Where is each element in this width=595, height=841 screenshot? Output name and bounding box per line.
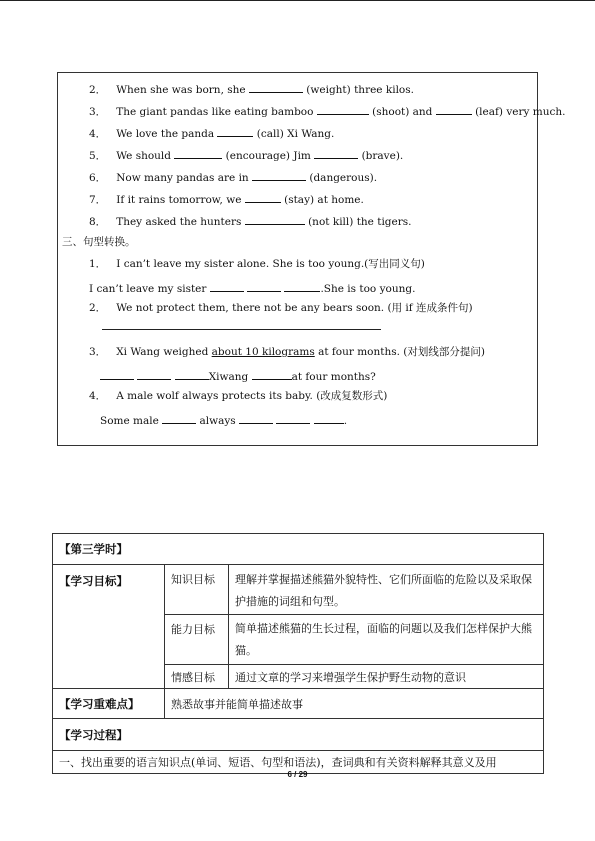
answer-line[interactable] (102, 329, 381, 330)
section-title: 三、句型转换。 (62, 236, 136, 248)
item-text: . (343, 415, 348, 427)
table-row (53, 719, 544, 751)
item-number: 7． (89, 194, 107, 206)
answer-blank[interactable] (174, 147, 222, 159)
goal-type: 能力目标 (165, 615, 229, 665)
goal-type: 情感目标 (165, 665, 229, 689)
item-number: 1． (89, 258, 107, 270)
exercise-box (57, 72, 566, 446)
page-number: 6 / 29 (287, 770, 308, 779)
item-text: (encourage) Jim (222, 150, 315, 162)
item-number: 3． (89, 346, 107, 358)
item-text: at four months? (291, 371, 376, 383)
item-number: 6． (89, 172, 107, 184)
lesson-plan-table (52, 533, 544, 774)
answer-blank[interactable] (100, 368, 134, 380)
fill-item-5 (89, 147, 403, 162)
question-2 (89, 302, 473, 314)
table-row (53, 534, 544, 565)
page-top-rule (0, 0, 595, 1)
item-text: (weight) three kilos. (302, 84, 414, 96)
item-text: We should (116, 150, 175, 162)
item-text: Now many pandas are in (116, 172, 253, 184)
item-number: 8． (89, 216, 107, 228)
item-text: (dangerous). (306, 172, 378, 184)
answer-blank[interactable] (247, 280, 281, 292)
answer-blank[interactable] (436, 103, 472, 115)
question-4 (89, 390, 387, 402)
item-text: (stay) at home. (280, 194, 364, 206)
fill-item-6 (89, 169, 377, 184)
item-text: (call) Xi Wang. (253, 128, 335, 140)
answer-blank[interactable] (249, 81, 303, 93)
goal-text: 简单描述熊猫的生长过程，面临的问题以及我们怎样保护大熊猫。 (229, 615, 544, 665)
item-text: The giant pandas like eating bamboo (116, 106, 317, 118)
answer-blank[interactable] (314, 147, 358, 159)
answer-blank[interactable] (239, 412, 273, 424)
answer-blank[interactable] (252, 368, 292, 380)
fill-item-8 (89, 213, 412, 228)
item-number: 4． (89, 390, 107, 402)
goals-label: 【学习目标】 (53, 565, 165, 689)
answer-blank[interactable] (137, 368, 171, 380)
table-row (53, 689, 544, 719)
item-number: 3． (89, 106, 107, 118)
answer-blank[interactable] (317, 103, 369, 115)
item-text: always (196, 415, 240, 427)
item-text: at four months. (对划线部分提问) (314, 346, 485, 358)
fill-item-2 (89, 81, 414, 96)
question-3 (89, 346, 485, 358)
question-4-answer-line (100, 412, 347, 427)
answer-blank[interactable] (210, 280, 244, 292)
item-text: I can’t leave my sister alone. She is too young.(写出同义句) (116, 258, 425, 270)
answer-blank[interactable] (276, 412, 310, 424)
underlined-phrase: about 10 kilograms (211, 346, 315, 358)
answer-blank[interactable] (252, 169, 306, 181)
item-text: Xiwang (208, 371, 252, 383)
fill-item-7 (89, 191, 364, 206)
item-text: Some male (100, 415, 163, 427)
item-text: I can’t leave my sister (89, 283, 210, 295)
item-text: We not protect them, there not be any bears soon. (用 if 连成条件句) (116, 302, 473, 314)
answer-blank[interactable] (217, 125, 253, 137)
item-text: We love the panda (116, 128, 218, 140)
question-1-answer-line (89, 280, 415, 295)
goal-text: 理解并掌握描述熊猫外貌特性、它们所面临的危险以及采取保护措施的词组和句型。 (229, 565, 544, 615)
item-text: They asked the hunters (116, 216, 245, 228)
key-points-text: 熟悉故事并能简单描述故事 (165, 689, 544, 719)
item-text: If it rains tomorrow, we (116, 194, 245, 206)
item-text: A male wolf always protects its baby. (改成复数形式) (116, 390, 388, 402)
answer-blank[interactable] (284, 280, 320, 292)
question-1 (89, 258, 425, 270)
answer-blank[interactable] (162, 412, 196, 424)
fill-item-3 (89, 103, 565, 118)
item-text: .She is too young. (320, 283, 416, 295)
item-text: (leaf) very much. (471, 106, 566, 118)
goal-text: 通过文章的学习来增强学生保护野生动物的意识 (229, 665, 544, 689)
key-points-label: 【学习重难点】 (53, 689, 165, 719)
answer-blank[interactable] (245, 191, 281, 203)
item-text: Xi Wang weighed (116, 346, 212, 358)
fill-item-4 (89, 125, 334, 140)
answer-blank[interactable] (314, 412, 344, 424)
answer-blank[interactable] (175, 368, 209, 380)
lesson-header: 【第三学时】 (53, 534, 544, 565)
item-text: (brave). (358, 150, 404, 162)
process-label: 【学习过程】 (53, 719, 544, 751)
question-3-answer-line (100, 368, 376, 383)
process-text: 一、找出重要的语言知识点(单词、短语、句型和语法)，查词典和有关资料解释其意义及用 (53, 751, 544, 774)
item-text: (not kill) the tigers. (304, 216, 412, 228)
item-text: (shoot) and (368, 106, 436, 118)
item-number: 2． (89, 302, 107, 314)
item-number: 2． (89, 84, 107, 96)
goal-type: 知识目标 (165, 565, 229, 615)
item-text: When she was born, she (116, 84, 249, 96)
item-number: 4． (89, 128, 107, 140)
table-row (53, 565, 544, 615)
item-number: 5． (89, 150, 107, 162)
answer-blank[interactable] (245, 213, 305, 225)
